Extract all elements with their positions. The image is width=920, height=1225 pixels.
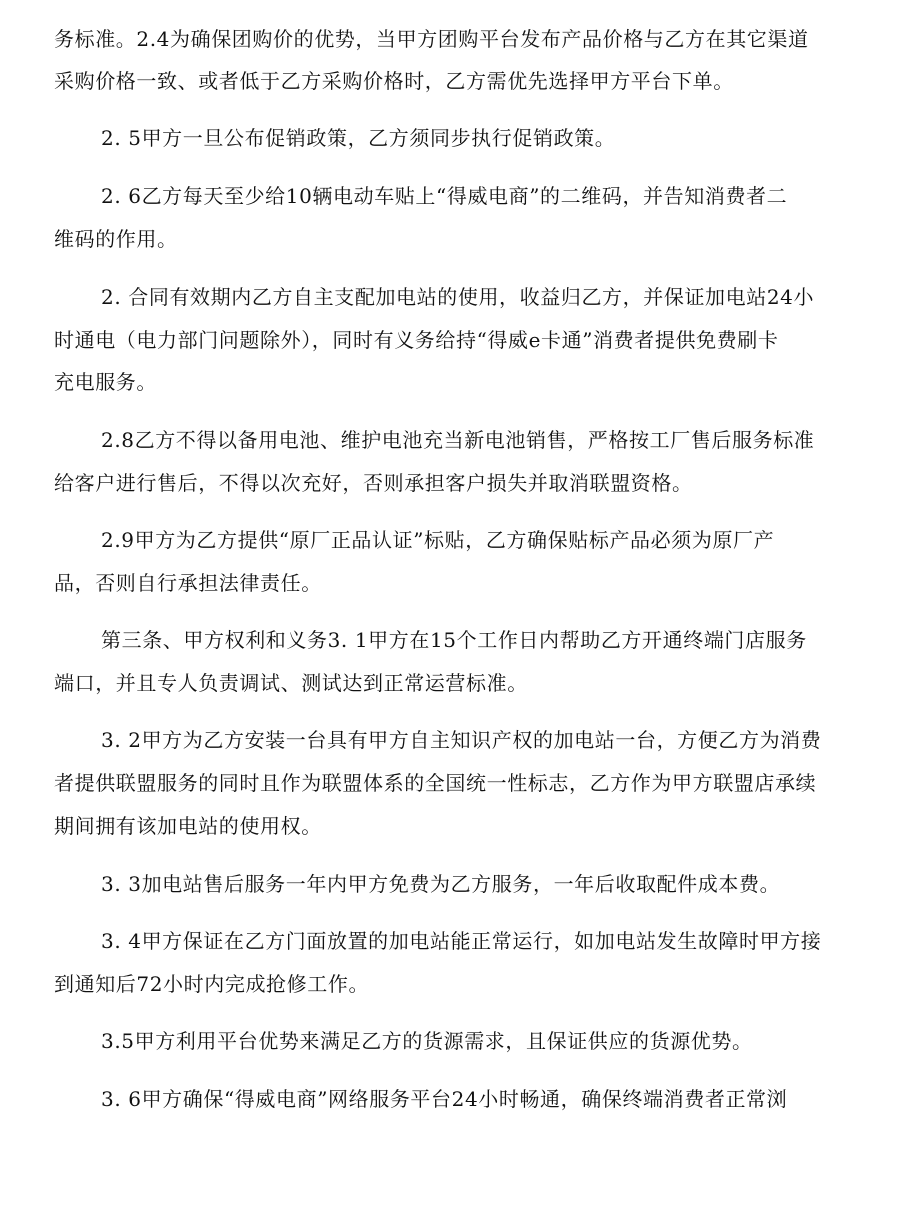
text-line: 2. 5甲方一旦公布促销政策，乙方须同步执行促销政策。 [101, 126, 616, 150]
text-line: 3. 2甲方为乙方安装一台具有甲方自主知识产权的加电站一台，方便乙方为消费 [101, 728, 822, 752]
text-line: 务标准。2.4为确保团购价的优势，当甲方团购平台发布产品价格与乙方在其它渠道 [54, 27, 809, 51]
text-line: 给客户进行售后，不得以次充好，否则承担客户损失并取消联盟资格。 [54, 471, 693, 495]
text-line: 者提供联盟服务的同时且作为联盟体系的全国统一性标志，乙方作为甲方联盟店承续 [54, 771, 817, 795]
text-line: 2. 6乙方每天至少给10辆电动车贴上“得威电商”的二维码，并告知消费者二 [101, 184, 788, 208]
text-line: 品，否则自行承担法律责任。 [54, 571, 322, 595]
text-line: 充电服务。 [54, 370, 157, 394]
text-line: 维码的作用。 [54, 227, 178, 251]
text-line: 端口，并且专人负责调试、测试达到正常运营标准。 [54, 671, 528, 695]
text-line: 3. 4甲方保证在乙方门面放置的加电站能正常运行，如加电站发生故障时甲方接 [101, 929, 822, 953]
text-line: 第三条、甲方权利和义务3. 1甲方在15个工作日内帮助乙方开通终端门店服务 [101, 628, 807, 652]
text-line: 期间拥有该加电站的使用权。 [54, 814, 322, 838]
text-line: 3.5甲方利用平台优势来满足乙方的货源需求，且保证供应的货源优势。 [101, 1029, 753, 1053]
text-line: 2.9甲方为乙方提供“原厂正品认证”标贴，乙方确保贴标产品必须为原厂产 [101, 528, 775, 552]
text-line: 3. 6甲方确保“得威电商”网络服务平台24小时畅通，确保终端消费者正常浏 [101, 1087, 788, 1111]
text-line: 3. 3加电站售后服务一年内甲方免费为乙方服务，一年后收取配件成本费。 [101, 872, 781, 896]
text-line: 2. 合同有效期内乙方自主支配加电站的使用，收益归乙方，并保证加电站24小 [101, 285, 815, 309]
text-line: 采购价格一致、或者低于乙方采购价格时，乙方需优先选择甲方平台下单。 [54, 69, 734, 93]
text-line: 时通电（电力部门问题除外），同时有义务给持“得威e卡通”消费者提供免费刷卡 [54, 328, 779, 352]
text-line: 到通知后72小时内完成抢修工作。 [54, 972, 370, 996]
text-line: 2.8乙方不得以备用电池、维护电池充当新电池销售，严格按工厂售后服务标准 [101, 428, 815, 452]
